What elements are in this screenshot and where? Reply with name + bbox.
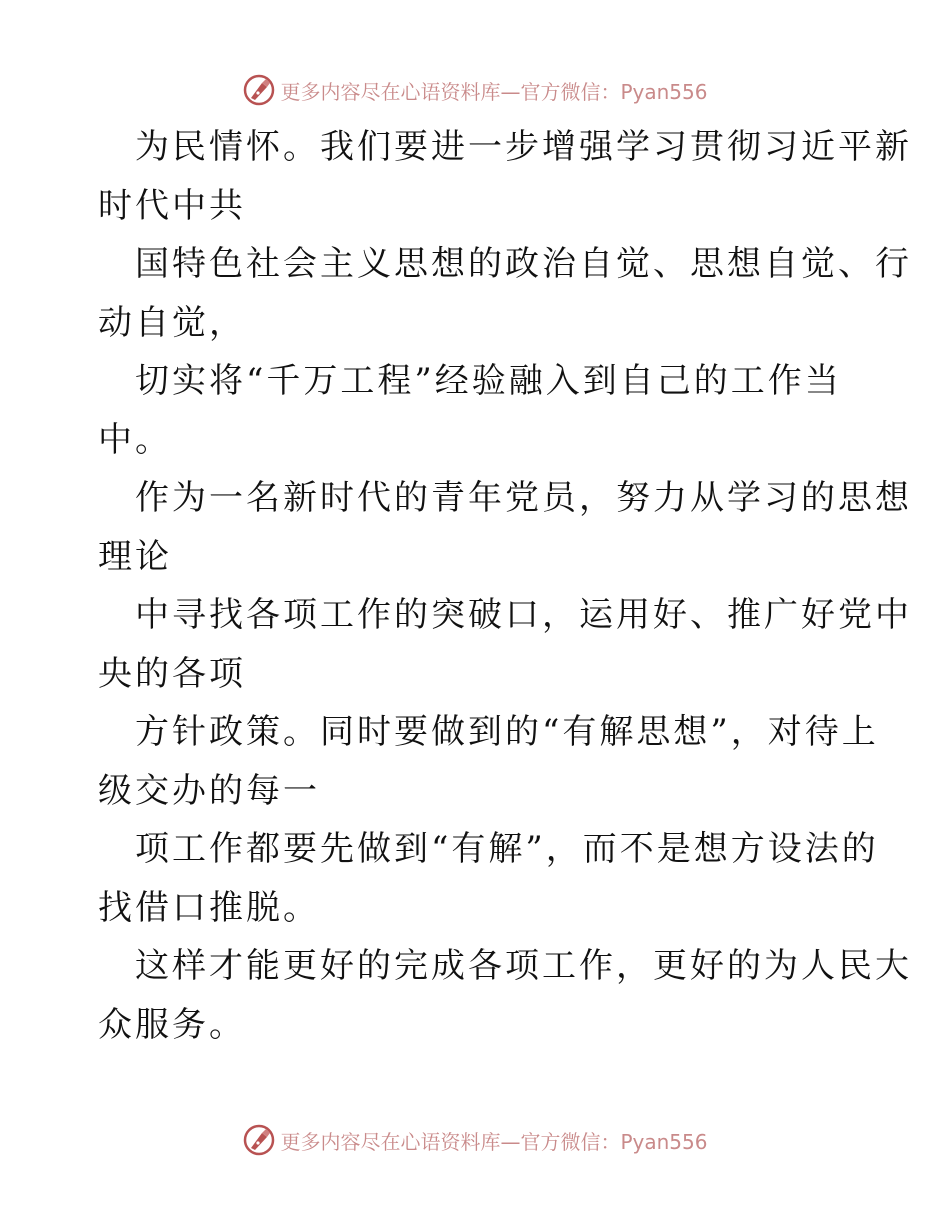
text-line: 动自觉， [98,302,246,343]
text-line: 央的各项 [98,653,246,694]
header-watermark [0,70,950,110]
text-line: 理论 [98,536,172,577]
text-line: 切实将“千万工程”经验融入到自己的工作当 [135,361,842,401]
text-line: 作为一名新时代的青年党员，努力从学习的思想 [135,478,912,518]
footer-watermark-text: 更多内容尽在心语资料库—官方微信：Pyan556 [280,1129,708,1154]
text-line: 为民情怀。我们要进一步增强学习贯彻习近平新 [135,127,912,167]
document-body [98,118,912,1054]
footer-watermark [0,1120,950,1160]
text-line: 找借口推脱。 [98,887,320,928]
text-line: 方针政策。同时要做到的“有解思想”，对待上 [135,712,879,752]
text-line: 中寻找各项工作的突破口，运用好、推广好党中 [135,595,912,635]
text-line: 时代中共 [98,185,246,226]
text-line: 这样才能更好的完成各项工作，更好的为人民大 [135,946,912,986]
text-line: 级交办的每一 [98,770,320,811]
text-line: 中。 [98,419,172,460]
text-line: 项工作都要先做到“有解”，而不是想方设法的 [135,829,879,869]
pen-nib-icon [242,1123,276,1157]
header-watermark-text: 更多内容尽在心语资料库—官方微信：Pyan556 [280,79,708,104]
pen-nib-icon [242,73,276,107]
text-line: 众服务。 [98,1004,246,1045]
text-line: 国特色社会主义思想的政治自觉、思想自觉、行 [135,244,912,284]
